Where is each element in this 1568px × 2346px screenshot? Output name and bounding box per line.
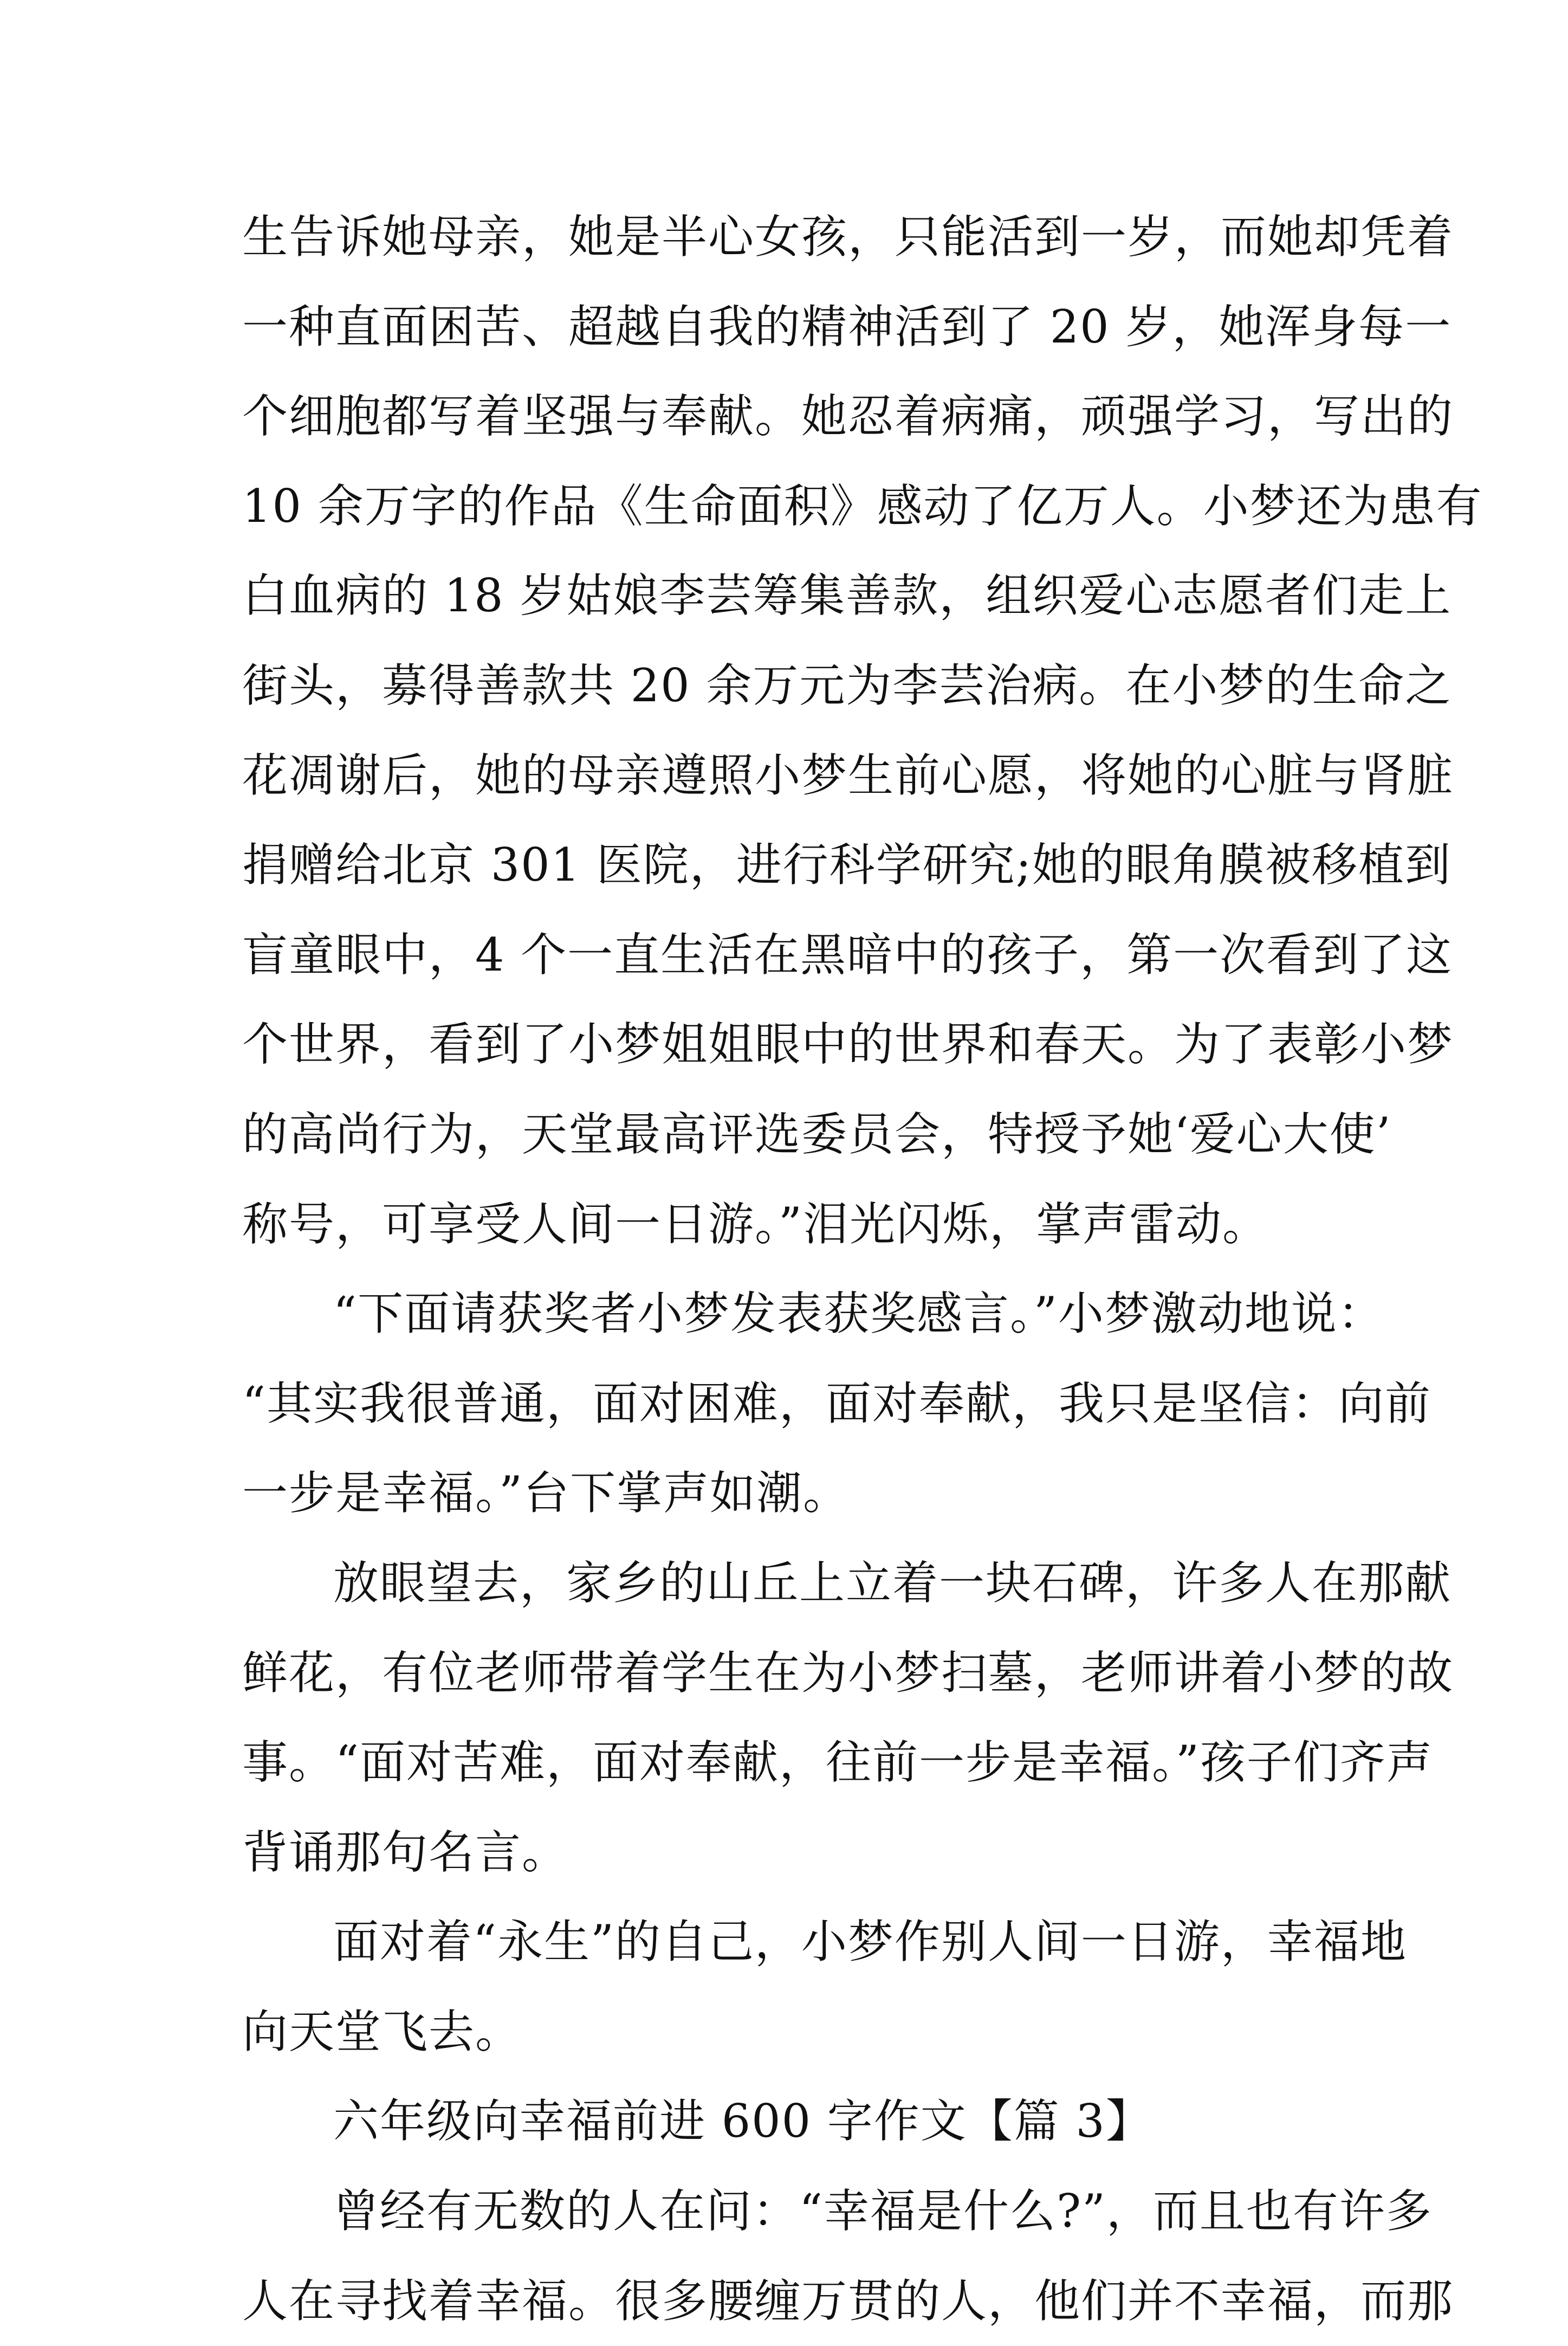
text-line: 曾经有无数的人在问：“幸福是什么?”，而且也有许多 <box>333 2185 1433 2238</box>
document-body <box>242 192 1483 2346</box>
text-line: 个细胞都写着坚强与奉献。她忍着病痛，顽强学习，写出的 <box>242 390 1454 443</box>
text-line: 花凋谢后，她的母亲遵照小梦生前心愿，将她的心脏与肾脏 <box>242 748 1454 802</box>
text-line: 向天堂飞去。 <box>242 2005 522 2058</box>
text-line: 个世界，看到了小梦姐姐眼中的世界和春天。为了表彰小梦 <box>242 1018 1454 1071</box>
text-line: 一种直面困苦、超越自我的精神活到了 20 岁，她浑身每一 <box>242 300 1452 353</box>
text-line: 街头，募得善款共 20 余万元为李芸治病。在小梦的生命之 <box>242 658 1452 712</box>
text-line: 盲童眼中，4 个一直生活在黑暗中的孩子，第一次看到了这 <box>242 928 1453 981</box>
text-line: 称号，可享受人间一日游。”泪光闪烁，掌声雷动。 <box>242 1197 1269 1251</box>
text-line: 鲜花，有位老师带着学生在为小梦扫墓，老师讲着小梦的故 <box>242 1646 1454 1699</box>
text-line: “其实我很普通，面对困难，面对奉献，我只是坚信：向前 <box>242 1376 1431 1430</box>
text-line: 一步是幸福。”台下掌声如潮。 <box>242 1466 850 1520</box>
text-line: 10 余万字的作品《生命面积》感动了亿万人。小梦还为患有 <box>242 479 1483 533</box>
text-line: 捐赠给北京 301 医院，进行科学研究;她的眼角膜被移植到 <box>242 838 1452 892</box>
text-line: 生告诉她母亲，她是半心女孩，只能活到一岁，而她却凭着 <box>242 210 1454 263</box>
text-line: 事。“面对苦难，面对奉献，往前一步是幸福。”孩子们齐声 <box>242 1736 1433 1789</box>
text-line: 白血病的 18 岁姑娘李芸筹集善款，组织爱心志愿者们走上 <box>242 569 1452 623</box>
text-line: 的高尚行为，天堂最高评选委员会，特授予她‘爱心大使’ <box>242 1107 1392 1161</box>
text-line: 人在寻找着幸福。很多腰缠万贯的人，他们并不幸福，而那 <box>242 2274 1454 2328</box>
text-line: 放眼望去，家乡的山丘上立着一块石碑，许多人在那献 <box>333 1556 1452 1610</box>
text-line: 背诵那句名言。 <box>242 1825 569 1879</box>
text-line: “下面请获奖者小梦发表获奖感言。”小梦激动地说： <box>333 1287 1384 1341</box>
text-line: 面对着“永生”的自己，小梦作别人间一日游，幸福地 <box>333 1915 1407 1969</box>
section-heading: 六年级向幸福前进 600 字作文【篇 3】 <box>333 2095 1152 2148</box>
